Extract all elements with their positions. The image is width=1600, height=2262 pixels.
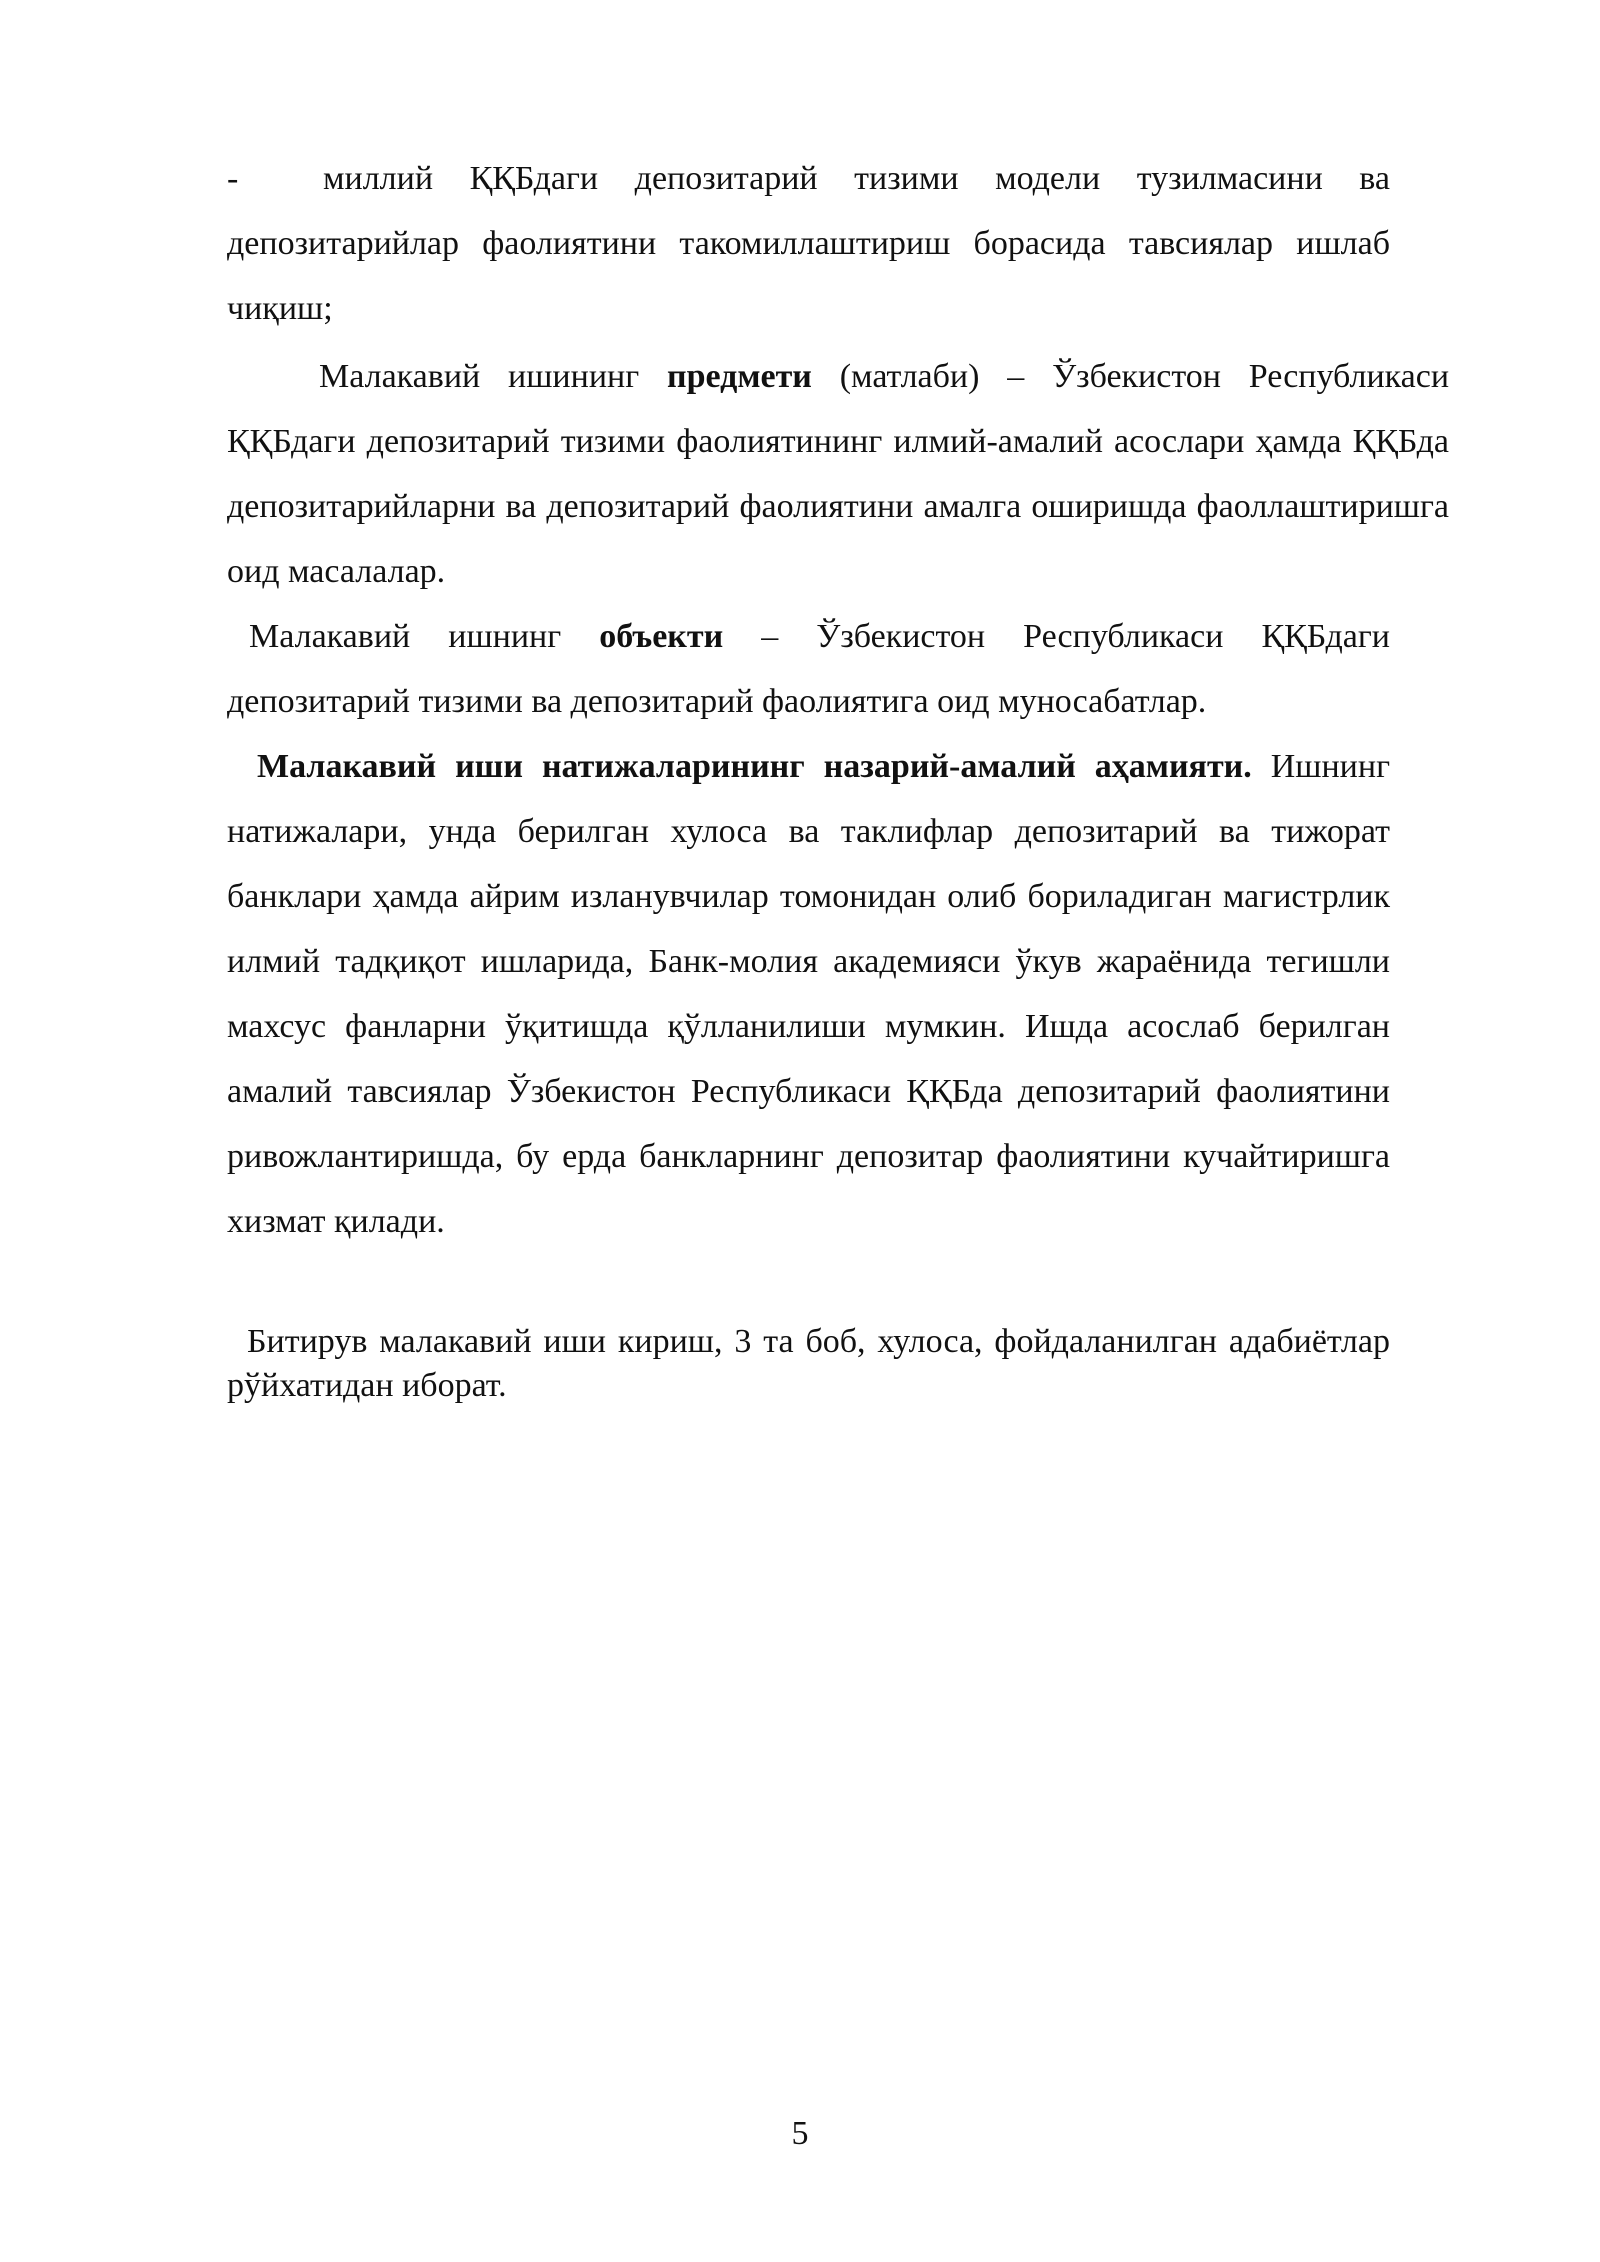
object-lead: Малакавий ишнинг [249,618,562,655]
significance-heading: Малакавий иши натижаларининг назарий-амалий аҳамияти. [257,748,1252,785]
structure-text: Битирув малакавий иши кириш, 3 та боб, хулоса, фойдаланилган адабиётлар рўйхатидан иборат. [227,1323,1390,1404]
paragraph-object [227,604,1390,734]
bullet-text: миллий ҚҚБдаги депозитарий тизими модели тузилмасини ва депозитарийлар фаолиятини такомиллаштириш борасида тавсиялар ишлаб чиқиш; [227,160,1390,327]
paragraph-significance [227,734,1390,1254]
bullet-item [227,146,1390,341]
subject-line1-rest: (матлаби) – Ўзбекистон [839,358,1221,395]
subject-rest: Республикаси ҚҚБдаги депозитарий тизими фаолиятининг илмий-амалий асослари ҳамда ҚҚБда депозитарийларни ва депозитарий фаолиятини амалга оширишда фаоллаштиришга оид масалалар. [227,358,1450,590]
bullet-dash: - [227,160,239,197]
object-bold-term: объекти [599,618,724,655]
paragraph-subject [227,344,1449,604]
object-rest: – Ўзбекистон Республикаси ҚҚБдаги депозитарий тизими ва депозитарий фаолиятига оид муносабатлар. [227,618,1390,720]
significance-rest: Ишнинг натижалари, унда берилган хулоса ва таклифлар депозитарий ва тижорат банклари ҳамда айрим изланувчилар томонидан олиб бориладиган магистрлик илмий тадқиқот ишларида, Банк-молия академияси ўкув жараёнида тегишли махсус фанларни ўқитишда қўлланилиши мумкин. Ишда асослаб берилган амалий тавсиялар Ўзбекистон Республикаси ҚҚБда депозитарий фаолиятини ривожлантиришда, бу ерда банкларнинг депозитар фаолиятини кучайтиришга хизмат қилади. [227,748,1391,1240]
page-number: 5 [791,2115,809,2152]
paragraph-structure [227,1320,1390,1408]
subject-bold-term: предмети [667,358,812,395]
subject-lead: Малакавий ишининг [319,358,640,395]
